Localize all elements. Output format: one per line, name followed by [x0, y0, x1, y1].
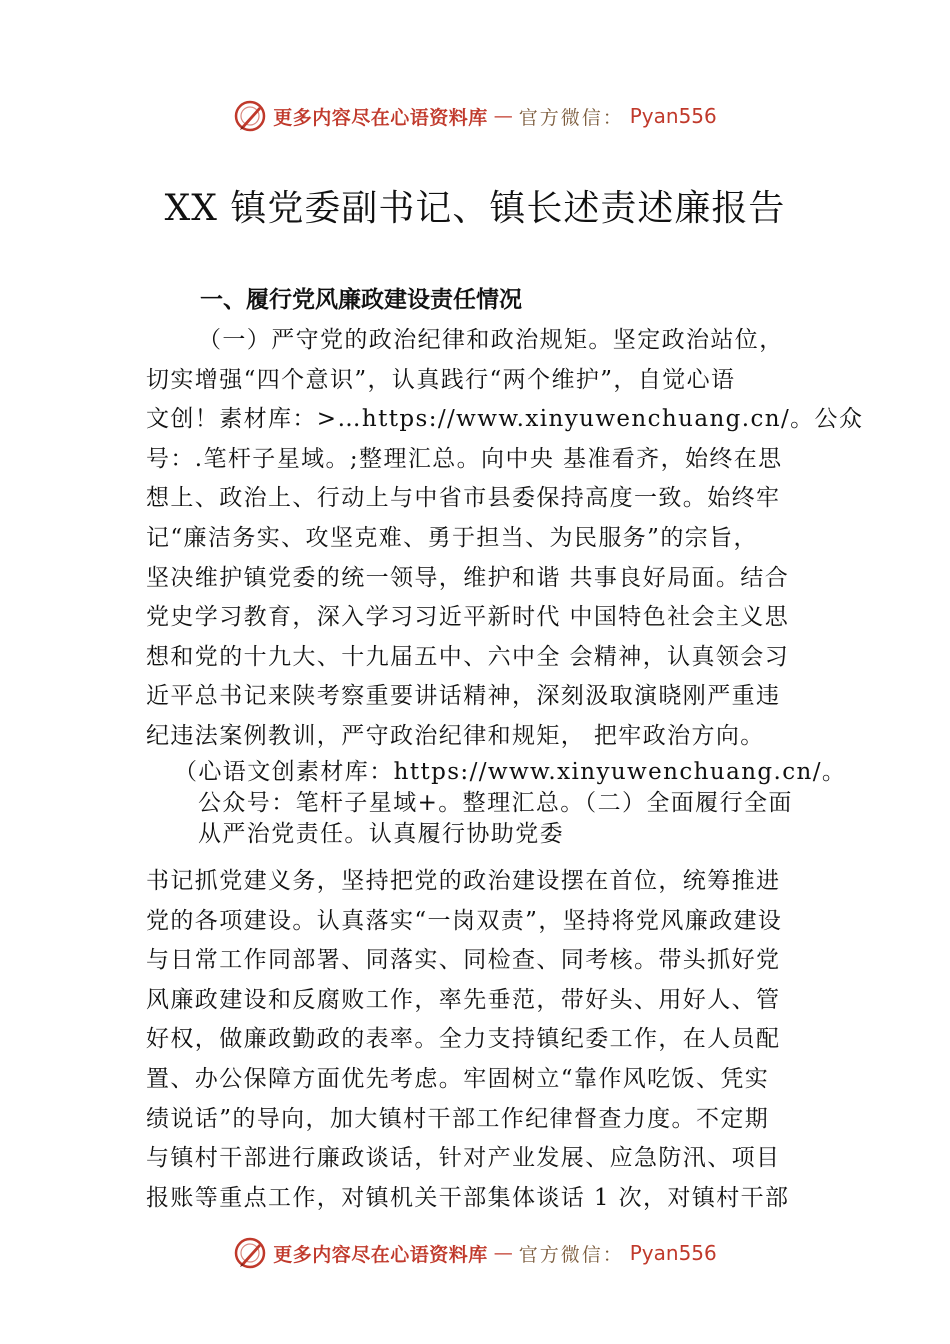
text-line: 置、办公保障方面优先考虑。牢固树立“靠作风吃饭、凭实	[146, 1065, 770, 1092]
text-line: （心语文创素材库：https://www.xinyuwenchuang.cn/。	[174, 759, 847, 785]
text-line: 书记抓党建义务，坚持把党的政治建设摆在首位，统筹推进	[146, 868, 781, 894]
text-line: 与镇村干部进行廉政谈话，针对产业发展、应急防汛、项目	[146, 1145, 781, 1172]
header-watermark	[0, 96, 950, 136]
watermark-wechat-id: Pyan556	[629, 104, 717, 128]
text-line: 近平总书记来陕考察重要讲话精神，深刻汲取演晓刚严重违	[146, 683, 781, 710]
text-line: 号：.笔杆子星域。;整理汇总。向中央 基准看齐，始终在思	[146, 445, 783, 472]
text-line: 从严治党责任。认真履行协助党委	[198, 821, 564, 847]
text-line: 切实增强“四个意识”，认真践行“两个维护”，自觉心语	[146, 366, 736, 393]
watermark-dash: —	[493, 105, 513, 127]
text-line: 想上、政治上、行动上与中省市县委保持高度一致。始终牢	[146, 485, 781, 512]
text-line: 风廉政建设和反腐败工作，率先垂范，带好头、用好人、管	[146, 986, 781, 1013]
text-line: 党的各项建设。认真落实“一岗双责”，坚持将党风廉政建设	[146, 907, 783, 934]
watermark-label: 官方微信：	[518, 1243, 624, 1266]
text-line: （一）严守党的政治纪律和政治规矩。坚定政治站位，	[198, 327, 784, 353]
document-title: XX 镇党委副书记、镇长述责述廉报告	[164, 188, 786, 229]
text-line: 纪违法案例教训，严守政治纪律和规矩， 把牢政治方向。	[146, 722, 765, 749]
paragraph-3	[146, 862, 836, 1218]
section-heading: 一、履行党风廉政建设责任情况	[200, 287, 522, 313]
watermark-label: 官方微信：	[518, 106, 624, 129]
pen-logo-icon	[233, 99, 267, 133]
text-line: 文创！素材库：>…https://www.xinyuwenchuang.cn/。公众	[146, 406, 864, 433]
text-line: 绩说话”的导向，加大镇村干部工作纪律督查力度。不定期	[146, 1105, 770, 1132]
text-line: 党史学习教育，深入学习习近平新时代 中国特色社会主义思	[146, 604, 790, 631]
paragraph-2	[174, 757, 888, 850]
text-line: 想和党的十九大、十九届五中、六中全 会精神，认真领会习	[146, 643, 790, 670]
paragraph-1	[146, 321, 864, 757]
footer-watermark	[0, 1233, 950, 1273]
watermark-text: 更多内容尽在心语资料库	[273, 106, 488, 129]
pen-logo-icon	[233, 1236, 267, 1270]
text-line: 坚决维护镇党委的统一领导，维护和谐 共事良好局面。结合	[146, 564, 790, 591]
text-line: 与日常工作同部署、同落实、同检查、同考核。带头抓好党	[146, 947, 781, 974]
text-line: 好权，做廉政勤政的表率。全力支持镇纪委工作，在人员配	[146, 1026, 781, 1053]
watermark-text: 更多内容尽在心语资料库	[273, 1243, 488, 1266]
text-line: 记“廉洁务实、攻坚克难、勇于担当、为民服务”的宗旨，	[146, 524, 758, 551]
watermark-dash: —	[493, 1242, 513, 1264]
text-line: 公众号：笔杆子星域+。整理汇总。（二）全面履行全面	[198, 790, 793, 816]
watermark-wechat-id: Pyan556	[629, 1241, 717, 1265]
text-line: 报账等重点工作，对镇机关干部集体谈话 1 次，对镇村干部	[146, 1184, 790, 1211]
